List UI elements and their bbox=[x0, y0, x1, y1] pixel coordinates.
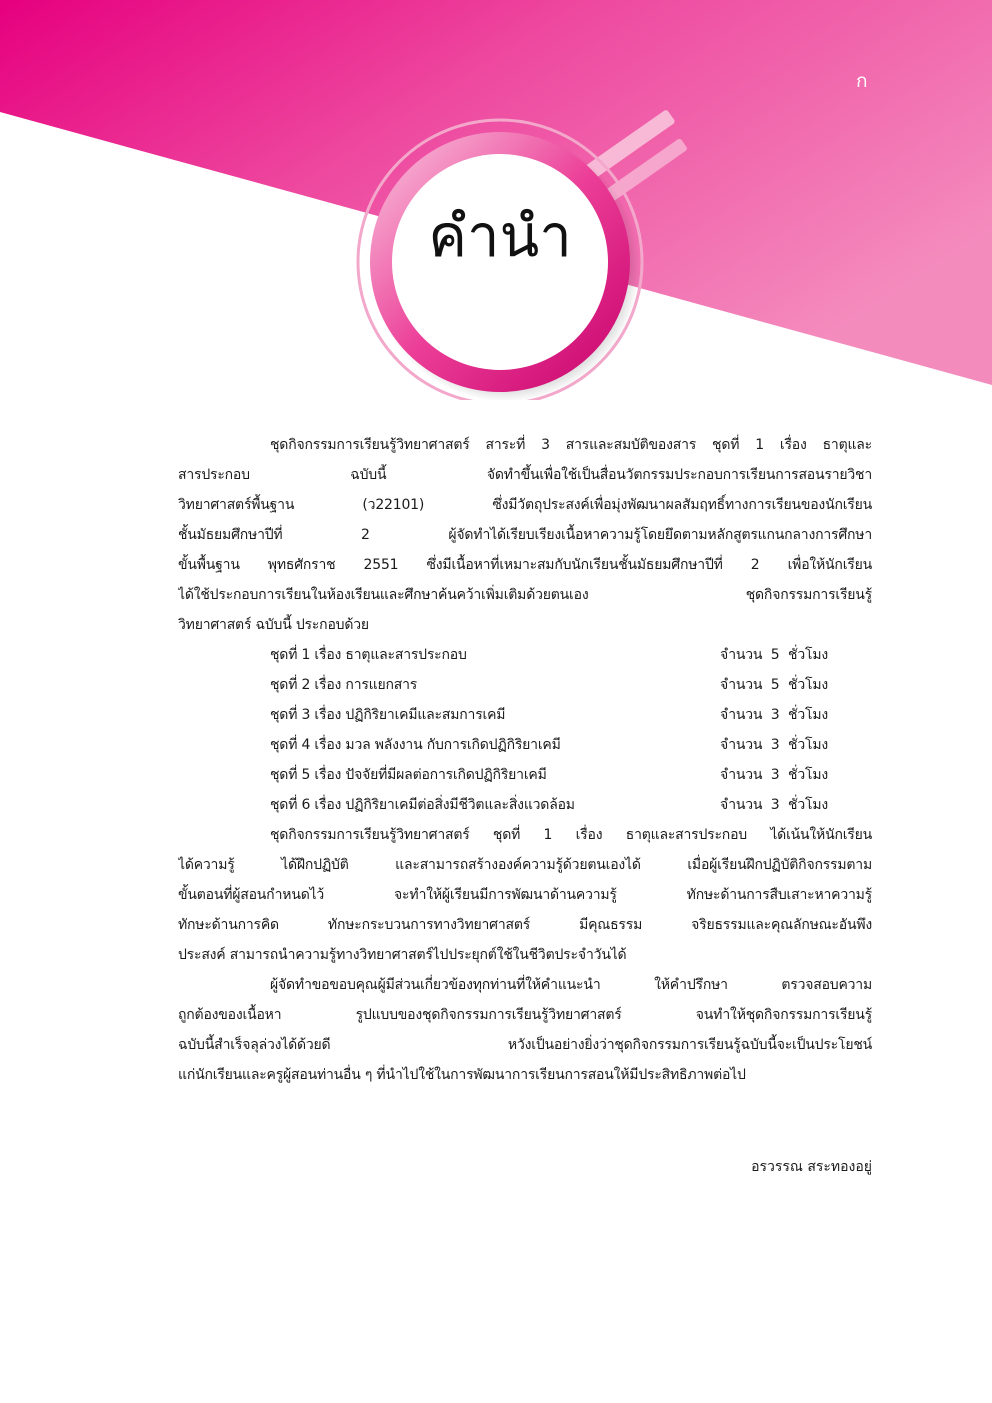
text-line: ได้ความรู้ ได้ฝึกปฏิบัติ และสามารถสร้างองค์ความรู้ด้วยตนเองได้ เมื่อผู้เรียนฝึกปฏิบัติกิจกรรมตาม bbox=[178, 857, 872, 873]
set-duration bbox=[720, 670, 860, 700]
set-duration bbox=[720, 640, 860, 670]
set-title: ชุดที่ 1 เรื่อง ธาตุและสารประกอบ bbox=[270, 647, 467, 663]
count-label: จำนวน bbox=[720, 707, 763, 723]
header-banner bbox=[0, 0, 992, 400]
set-duration bbox=[720, 700, 860, 730]
list-item bbox=[178, 670, 872, 700]
hours-unit: ชั่วโมง bbox=[788, 737, 828, 753]
count-label: จำนวน bbox=[720, 677, 763, 693]
set-duration bbox=[720, 790, 860, 820]
list-item bbox=[178, 730, 872, 760]
text-line: ขั้นพื้นฐาน พุทธศักราช 2551 ซึ่งมีเนื้อหาที่เหมาะสมกับนักเรียนชั้นมัธยมศึกษาปีที่ 2 เพื่อให้นักเรียน bbox=[178, 557, 872, 573]
hours-unit: ชั่วโมง bbox=[788, 767, 828, 783]
hours-unit: ชั่วโมง bbox=[788, 797, 828, 813]
page-title: คำนำ bbox=[428, 202, 572, 270]
hours-value: 3 bbox=[770, 767, 780, 783]
preface-body bbox=[178, 430, 872, 1090]
set-title: ชุดที่ 2 เรื่อง การแยกสาร bbox=[270, 677, 418, 693]
text-line: ชั้นมัธยมศึกษาปีที่ 2 ผู้จัดทำได้เรียบเรียงเนื้อหาความรู้โดยยึดตามหลักสูตรแกนกลางการศึกษา bbox=[178, 527, 872, 543]
set-title: ชุดที่ 5 เรื่อง ปัจจัยที่มีผลต่อการเกิดปฏิกิริยาเคมี bbox=[270, 767, 547, 783]
text-line: แก่นักเรียนและครูผู้สอนท่านอื่น ๆ ที่นำไปใช้ในการพัฒนาการเรียนการสอนให้มีประสิทธิภาพต่อไป bbox=[178, 1067, 746, 1083]
set-title: ชุดที่ 3 เรื่อง ปฏิกิริยาเคมีและสมการเคมี bbox=[270, 707, 506, 723]
text-line: ได้ใช้ประกอบการเรียนในห้องเรียนและศึกษาค้นคว้าเพิ่มเติมด้วยตนเอง ชุดกิจกรรมการเรียนรู้ bbox=[178, 587, 872, 603]
text-line: ชุดกิจกรรมการเรียนรู้วิทยาศาสตร์ สาระที่ 3 สารและสมบัติของสาร ชุดที่ 1 เรื่อง ธาตุและ bbox=[270, 437, 872, 453]
text-line: วิทยาศาสตร์ ฉบับนี้ ประกอบด้วย bbox=[178, 617, 369, 633]
sets-list bbox=[178, 640, 872, 820]
page-letter: ก bbox=[856, 70, 868, 92]
text-line: ขั้นตอนที่ผู้สอนกำหนดไว้ จะทำให้ผู้เรียนมีการพัฒนาด้านความรู้ ทักษะด้านการสืบเสาะหาความรู้ bbox=[178, 887, 872, 903]
text-line: ผู้จัดทำขอขอบคุณผู้มีส่วนเกี่ยวข้องทุกท่านที่ให้คำแนะนำ ให้คำปรึกษา ตรวจสอบความ bbox=[270, 977, 872, 993]
list-item bbox=[178, 700, 872, 730]
count-label: จำนวน bbox=[720, 797, 763, 813]
text-line: ประสงค์ สามารถนำความรู้ทางวิทยาศาสตร์ไปประยุกต์ใช้ในชีวิตประจำวันได้ bbox=[178, 947, 627, 963]
count-label: จำนวน bbox=[720, 647, 763, 663]
hours-value: 5 bbox=[770, 677, 780, 693]
text-line: สารประกอบ ฉบับนี้ จัดทำขึ้นเพื่อใช้เป็นสื่อนวัตกรรมประกอบการเรียนการสอนรายวิชา bbox=[178, 467, 872, 483]
text-line: ถูกต้องของเนื้อหา รูปแบบของชุดกิจกรรมการเรียนรู้วิทยาศาสตร์ จนทำให้ชุดกิจกรรมการเรียนรู้ bbox=[178, 1007, 872, 1023]
text-line: ชุดกิจกรรมการเรียนรู้วิทยาศาสตร์ ชุดที่ 1 เรื่อง ธาตุและสารประกอบ ได้เน้นให้นักเรียน bbox=[270, 827, 872, 843]
hours-value: 3 bbox=[770, 707, 780, 723]
hours-unit: ชั่วโมง bbox=[788, 707, 828, 723]
set-duration bbox=[720, 760, 860, 790]
hours-value: 3 bbox=[770, 737, 780, 753]
purpose-paragraph bbox=[178, 820, 872, 970]
thanks-paragraph bbox=[178, 970, 872, 1090]
set-title: ชุดที่ 6 เรื่อง ปฏิกิริยาเคมีต่อสิ่งมีชีวิตและสิ่งแวดล้อม bbox=[270, 797, 575, 813]
list-item bbox=[178, 640, 872, 670]
count-label: จำนวน bbox=[720, 737, 763, 753]
list-item bbox=[178, 790, 872, 820]
intro-paragraph bbox=[178, 430, 872, 640]
text-line: ฉบับนี้สำเร็จลุล่วงได้ด้วยดี หวังเป็นอย่างยิ่งว่าชุดกิจกรรมการเรียนรู้ฉบับนี้จะเป็นประโยชน์ bbox=[178, 1037, 872, 1053]
author-signature: อรวรรณ สระทองอยู่ bbox=[751, 1159, 872, 1175]
text-line: วิทยาศาสตร์พื้นฐาน (ว22101) ซึ่งมีวัตถุประสงค์เพื่อมุ่งพัฒนาผลสัมฤทธิ์ทางการเรียนของนักเรียน bbox=[178, 497, 872, 513]
list-item bbox=[178, 760, 872, 790]
text-line: ทักษะด้านการคิด ทักษะกระบวนการทางวิทยาศาสตร์ มีคุณธรรม จริยธรรมและคุณลักษณะอันพึง bbox=[178, 917, 872, 933]
set-duration bbox=[720, 730, 860, 760]
hours-value: 5 bbox=[770, 647, 780, 663]
count-label: จำนวน bbox=[720, 767, 763, 783]
hours-value: 3 bbox=[770, 797, 780, 813]
set-title: ชุดที่ 4 เรื่อง มวล พลังงาน กับการเกิดปฏิกิริยาเคมี bbox=[270, 737, 561, 753]
hours-unit: ชั่วโมง bbox=[788, 677, 828, 693]
hours-unit: ชั่วโมง bbox=[788, 647, 828, 663]
